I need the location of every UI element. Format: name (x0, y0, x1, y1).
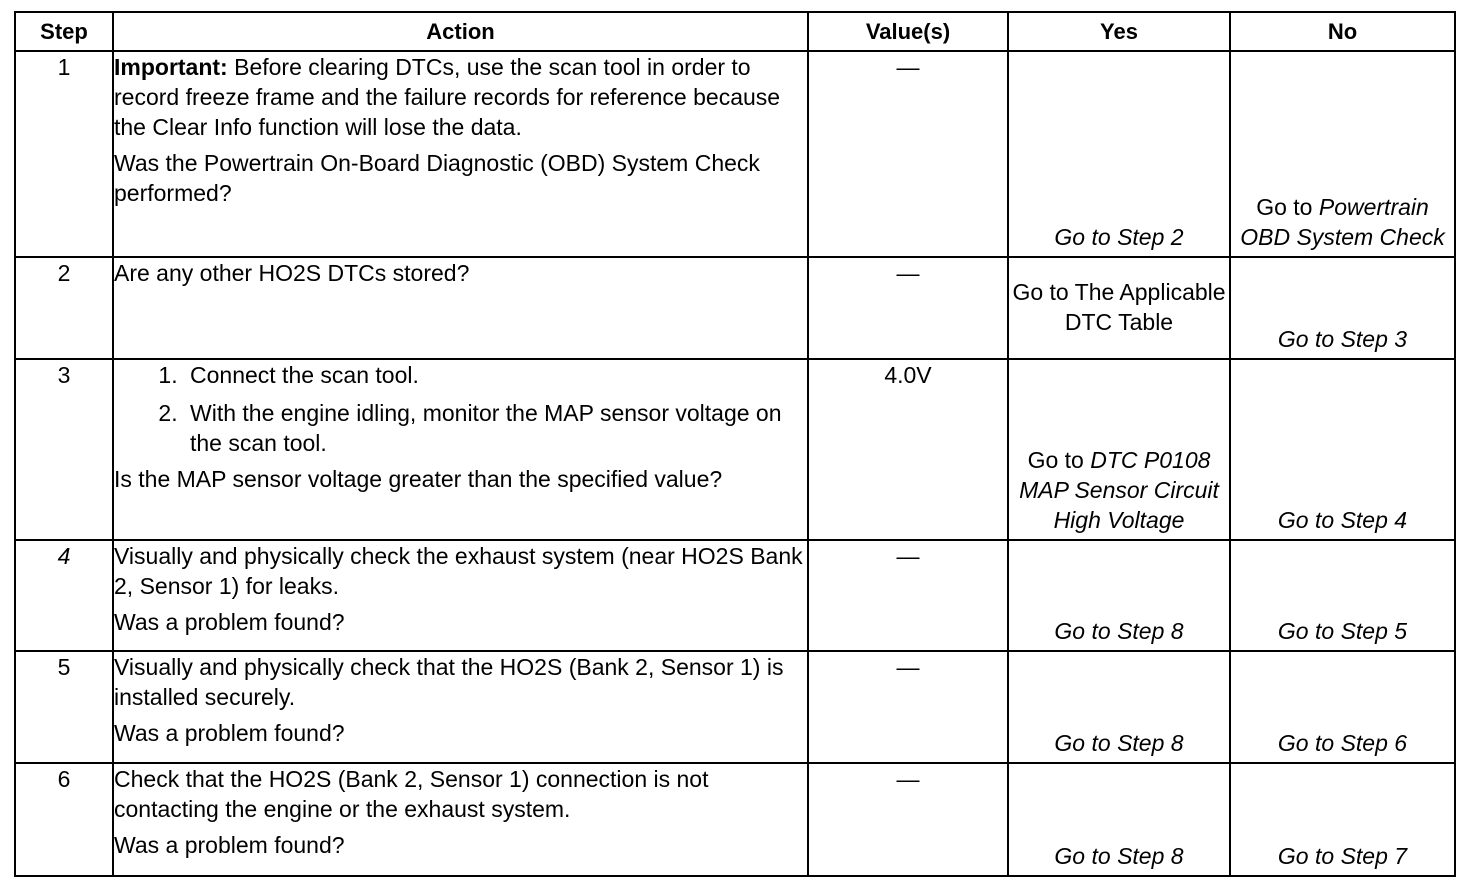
action-cell (113, 763, 808, 876)
no-link[interactable]: Go to Step 5 (1277, 617, 1408, 644)
action-text: Check that the HO2S (Bank 2, Sensor 1) connection is not contacting the engine or the exhaust system. (114, 766, 709, 823)
action-question: Was a problem found? (114, 609, 345, 636)
action-question: Is the MAP sensor voltage greater than the specified value? (114, 466, 723, 493)
action-text: Visually and physically check that the HO2S (Bank 2, Sensor 1) is installed securely. (114, 653, 784, 710)
table-row (15, 763, 1455, 876)
header-yes: Yes (1008, 12, 1230, 51)
value-cell: — (808, 651, 1008, 764)
diagnostic-table (14, 11, 1456, 877)
header-no: No (1230, 12, 1455, 51)
action-question: Was a problem found? (114, 719, 345, 746)
no-cell (1230, 51, 1455, 257)
step-number: 1 (15, 51, 113, 257)
diagnostic-table-sheet (14, 11, 1454, 877)
step-number: 5 (15, 651, 113, 764)
action-important (114, 52, 807, 142)
table-row (15, 51, 1455, 257)
substep-list (114, 360, 807, 458)
no-cell (1230, 540, 1455, 651)
important-label: Important: (114, 54, 228, 80)
yes-link[interactable]: Go to Step 8 (1054, 730, 1184, 757)
value-cell: — (808, 51, 1008, 257)
action-question: Are any other HO2S DTCs stored? (114, 259, 470, 286)
header-step: Step (15, 12, 113, 51)
action-cell (113, 651, 808, 764)
no-cell (1230, 359, 1455, 540)
no-link[interactable]: Go to Powertrain OBD System Check (1240, 193, 1445, 250)
action-cell (113, 359, 808, 540)
step-number: 4 (15, 540, 113, 651)
yes-link[interactable]: Go to Step 8 (1054, 617, 1184, 644)
header-values: Value(s) (808, 12, 1008, 51)
value-cell: 4.0V (808, 359, 1008, 540)
no-link[interactable]: Go to Step 3 (1277, 326, 1408, 353)
yes-link[interactable]: Go to DTC P0108 MAP Sensor Circuit High Voltage (1019, 447, 1219, 534)
yes-cell (1008, 651, 1230, 764)
important-text: Before clearing DTCs, use the scan tool in order to record freeze frame and the failure records for reference because the Clear Info function will lose the data. (114, 54, 781, 140)
table-row (15, 359, 1455, 540)
table-row (15, 540, 1455, 651)
action-cell (113, 51, 808, 257)
yes-cell (1008, 359, 1230, 540)
no-link[interactable]: Go to Step 4 (1277, 507, 1408, 534)
action-cell (113, 257, 808, 359)
yes-link[interactable]: Go to The Applicable DTC Table (1012, 279, 1226, 336)
value-cell: — (808, 257, 1008, 359)
action-cell (113, 540, 808, 651)
yes-link[interactable]: Go to Step 8 (1054, 843, 1184, 869)
substep: 2. With the engine idling, monitor the MAP sensor voltage on the scan tool. (184, 398, 807, 458)
action-question: Was the Powertrain On-Board Diagnostic (OBD) System Check performed? (114, 150, 760, 206)
step-number: 2 (15, 257, 113, 359)
no-link[interactable]: Go to Step 7 (1277, 843, 1408, 869)
no-link[interactable]: Go to Step 6 (1277, 730, 1408, 757)
yes-cell (1008, 763, 1230, 876)
step-number: 3 (15, 359, 113, 540)
action-question: Was a problem found? (114, 832, 345, 859)
value-cell: — (808, 763, 1008, 876)
value-cell: — (808, 540, 1008, 651)
header-row (15, 12, 1455, 51)
no-cell (1230, 763, 1455, 876)
header-action: Action (113, 12, 808, 51)
table-row (15, 257, 1455, 359)
table-row (15, 651, 1455, 764)
substep: 1. Connect the scan tool. (184, 360, 807, 390)
action-text: Visually and physically check the exhaust system (near HO2S Bank 2, Sensor 1) for leaks. (114, 543, 803, 600)
yes-link[interactable]: Go to Step 2 (1054, 223, 1184, 250)
yes-cell (1008, 257, 1230, 359)
no-cell (1230, 257, 1455, 359)
step-number: 6 (15, 763, 113, 876)
yes-cell (1008, 540, 1230, 651)
yes-cell (1008, 51, 1230, 257)
no-cell (1230, 651, 1455, 764)
